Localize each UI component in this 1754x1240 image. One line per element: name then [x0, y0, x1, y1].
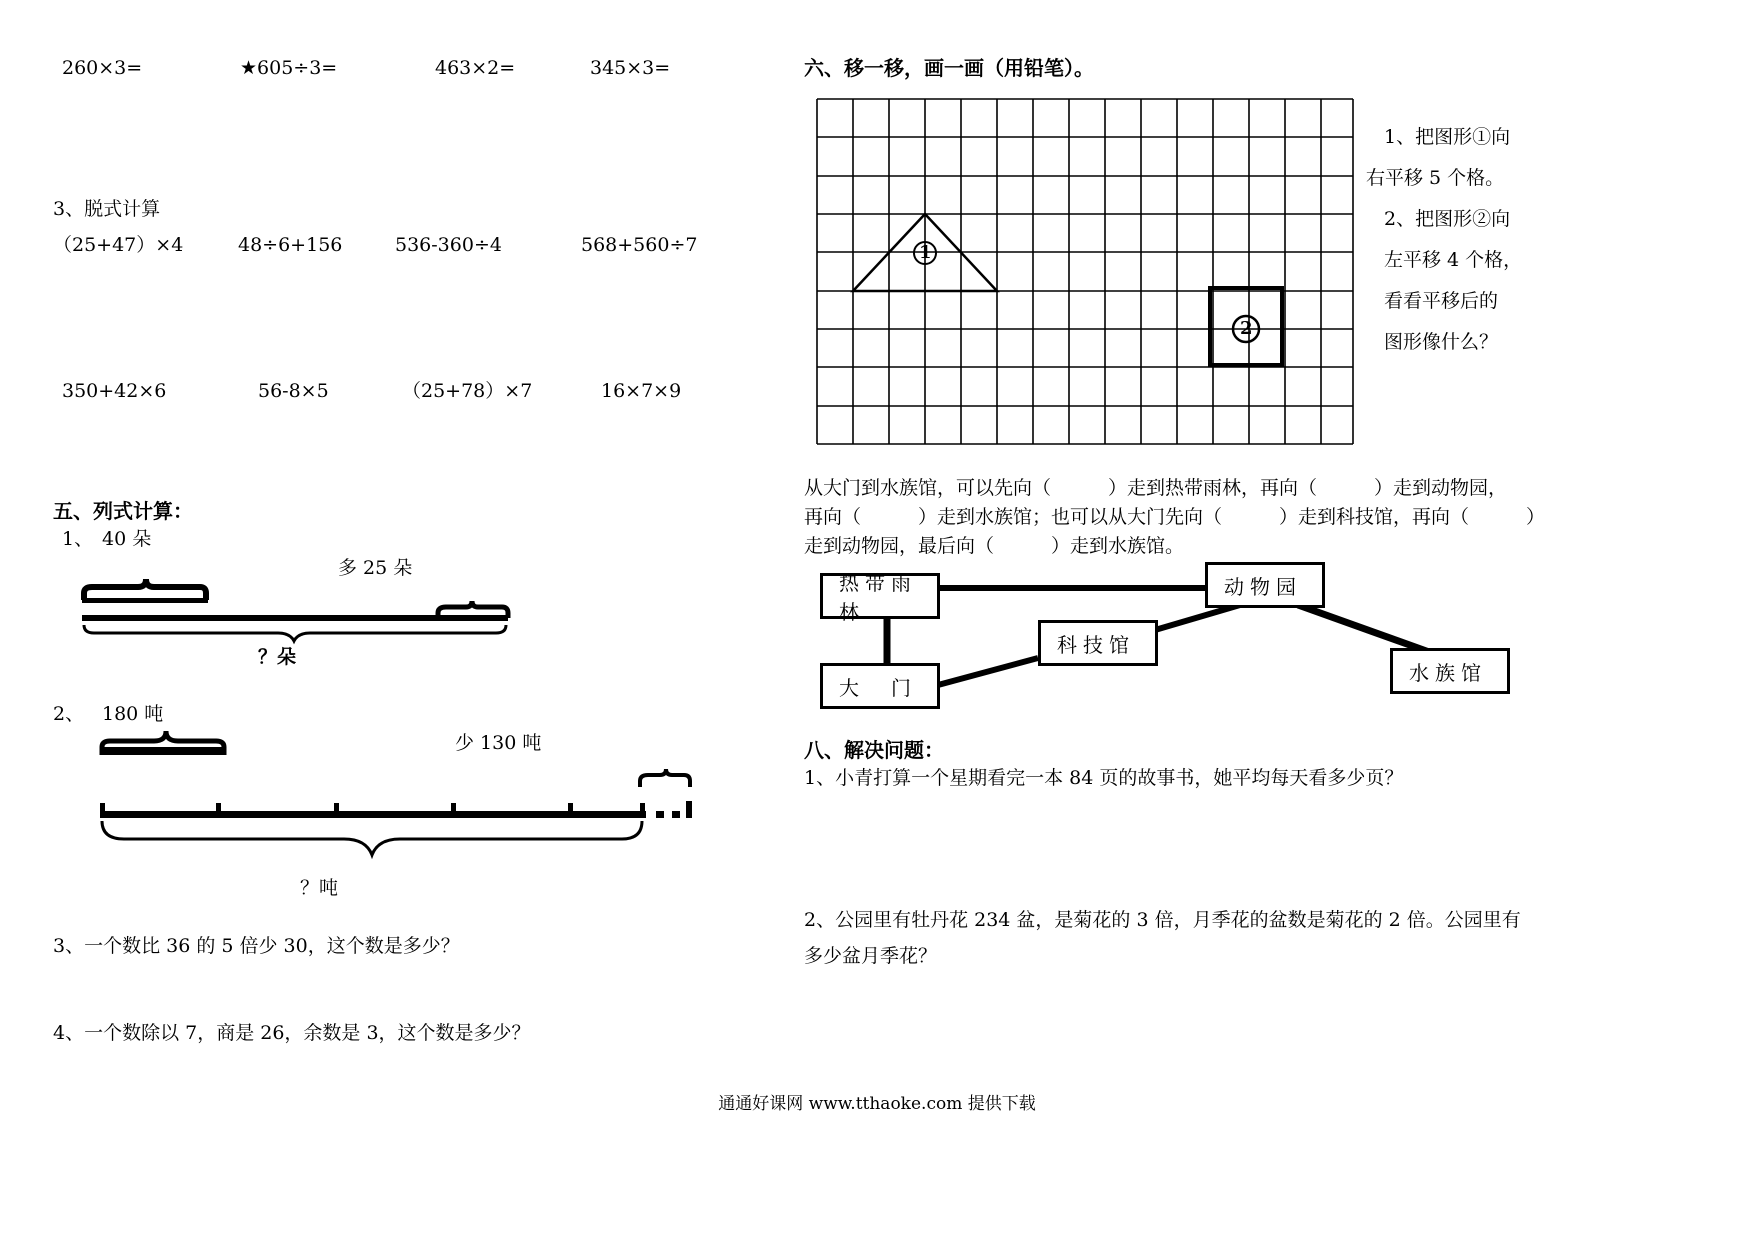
place-label: 热带雨林 — [839, 571, 917, 624]
place-tech-museum — [1038, 620, 1158, 666]
section-6-title: 六、移一移，画一画（用铅笔）。 — [804, 56, 1094, 80]
calc-item: 345×3= — [590, 57, 671, 79]
grid-paper — [813, 95, 1358, 450]
shape-2-label: 2 — [1240, 318, 1253, 339]
map-question-line: 从大门到水族馆，可以先向（ ）走到热带雨林，再向（ ）走到动物园， — [804, 477, 1508, 499]
section-3-title: 3、脱式计算 — [53, 198, 161, 220]
diagram-label-top: 40 朵 — [102, 528, 152, 550]
place-gate — [820, 663, 940, 709]
diagram-label-less: 少 130 吨 — [455, 732, 542, 754]
place-label: 科技馆 — [1057, 632, 1135, 657]
place-rainforest — [820, 571, 940, 624]
place-label: 大 门 — [839, 675, 917, 700]
calc-item: ★605÷3= — [240, 57, 338, 79]
segment-diagram-2 — [94, 725, 714, 875]
calc-item: 16×7×9 — [601, 380, 682, 402]
place-aquarium — [1390, 648, 1510, 694]
question-number: 2、 — [53, 703, 85, 725]
calc-item: 260×3= — [62, 57, 143, 79]
calc-item: 568+560÷7 — [581, 234, 698, 256]
map-question-line: 再向（ ）走到水族馆；也可以从大门先向（ ）走到科技馆，再向（ ） — [804, 506, 1546, 528]
word-problem: 4、一个数除以 7，商是 26，余数是 3，这个数是多少？ — [53, 1022, 531, 1044]
calc-item: 350+42×6 — [62, 380, 167, 402]
diagram-label-total: ？朵 — [258, 646, 297, 668]
calc-item: 48÷6+156 — [238, 234, 343, 256]
instruction-line: 右平移 5 个格。 — [1366, 167, 1505, 189]
footer-text: 通通好课网 www.tthaoke.com 提供下载 — [718, 1094, 1036, 1114]
calc-item: 463×2= — [435, 57, 516, 79]
diagram-label-top: 180 吨 — [102, 703, 164, 725]
instruction-line: 看看平移后的 — [1384, 290, 1499, 312]
word-problem: 1、小青打算一个星期看完一本 84 页的故事书，她平均每天看多少页？ — [804, 767, 1404, 789]
instruction-line: 图形像什么？ — [1384, 331, 1499, 353]
question-number: 1、 — [62, 528, 94, 550]
calc-item: 536-360÷4 — [395, 234, 502, 256]
place-zoo — [1205, 562, 1325, 608]
place-label: 动物园 — [1224, 574, 1302, 599]
section-5-title: 五、列式计算： — [53, 499, 193, 523]
map-question-line: 走到动物园，最后向（ ）走到水族馆。 — [804, 535, 1185, 557]
shape-1-label: 1 — [919, 242, 932, 263]
instruction-line: 左平移 4 个格， — [1384, 249, 1523, 271]
diagram-label-more: 多 25 朵 — [338, 557, 413, 579]
calc-item: （25+78）×7 — [402, 380, 533, 402]
word-problem: 多少盆月季花？ — [804, 945, 938, 967]
section-8-title: 八、解决问题： — [804, 738, 944, 762]
word-problem: 3、一个数比 36 的 5 倍少 30，这个数是多少？ — [53, 935, 460, 957]
calc-item: 56-8×5 — [258, 380, 329, 402]
diagram-label-total: ？吨 — [300, 877, 339, 899]
place-label: 水族馆 — [1409, 660, 1487, 685]
instruction-line: 2、把图形②向 — [1384, 208, 1511, 230]
segment-diagram-1 — [78, 575, 518, 655]
word-problem: 2、公园里有牡丹花 234 盆，是菊花的 3 倍，月季花的盆数是菊花的 2 倍。公园里有 — [804, 909, 1521, 931]
instruction-line: 1、把图形①向 — [1384, 126, 1511, 148]
calc-item: （25+47）×4 — [53, 234, 184, 256]
